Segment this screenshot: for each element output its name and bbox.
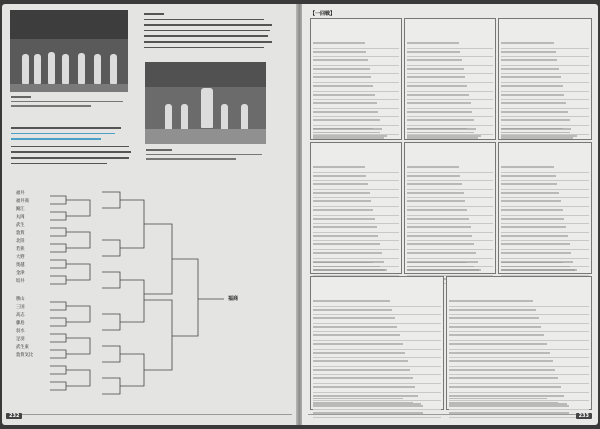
- bracket-team: 勝山: [16, 297, 25, 302]
- bracket-team: 三国: [16, 305, 25, 310]
- bracket-team: 高志: [16, 313, 25, 318]
- bracket-team: 武生: [16, 223, 25, 228]
- champion-label: 福商: [228, 296, 239, 302]
- bracket-lines: [50, 192, 224, 394]
- bracket-team: 大野: [16, 255, 25, 260]
- section-title: 【一回戦】: [310, 11, 336, 17]
- bracket-team: 福井商: [16, 199, 29, 204]
- bracket-team: 福井: [16, 191, 25, 196]
- footer-rule: [10, 414, 292, 415]
- bracket-team: 奥越: [16, 263, 25, 268]
- game-box-6: [498, 142, 592, 274]
- bracket-team: 鯖江: [16, 207, 25, 212]
- page-number-left: 232: [6, 413, 22, 419]
- bracket-team: 金津: [16, 271, 25, 276]
- bracket-team: 若狭: [16, 247, 25, 252]
- bracket-team: 羽水: [16, 329, 25, 334]
- tournament-bracket: [2, 4, 298, 425]
- bracket-team: 敦賀: [16, 231, 25, 236]
- game-box-3: [498, 18, 592, 140]
- page-number-right: 233: [576, 413, 592, 419]
- bracket-team: 敦賀気比: [16, 353, 34, 358]
- game-box-2: [404, 18, 496, 140]
- bracket-team: 北陸: [16, 239, 25, 244]
- right-page: [302, 4, 598, 425]
- game-box-4: [310, 142, 402, 274]
- left-page: [2, 4, 298, 425]
- game-box-1: [310, 18, 402, 140]
- footer-rule-right: [308, 414, 584, 415]
- game-box-7: [310, 276, 444, 410]
- bracket-team: 足羽: [16, 337, 25, 342]
- bracket-team: 藤島: [16, 321, 25, 326]
- game-box-5: [404, 142, 496, 274]
- bracket-team: 武生東: [16, 345, 29, 350]
- bracket-team: 坂井: [16, 279, 25, 284]
- bracket-team: 丸岡: [16, 215, 25, 220]
- game-box-8: [446, 276, 592, 410]
